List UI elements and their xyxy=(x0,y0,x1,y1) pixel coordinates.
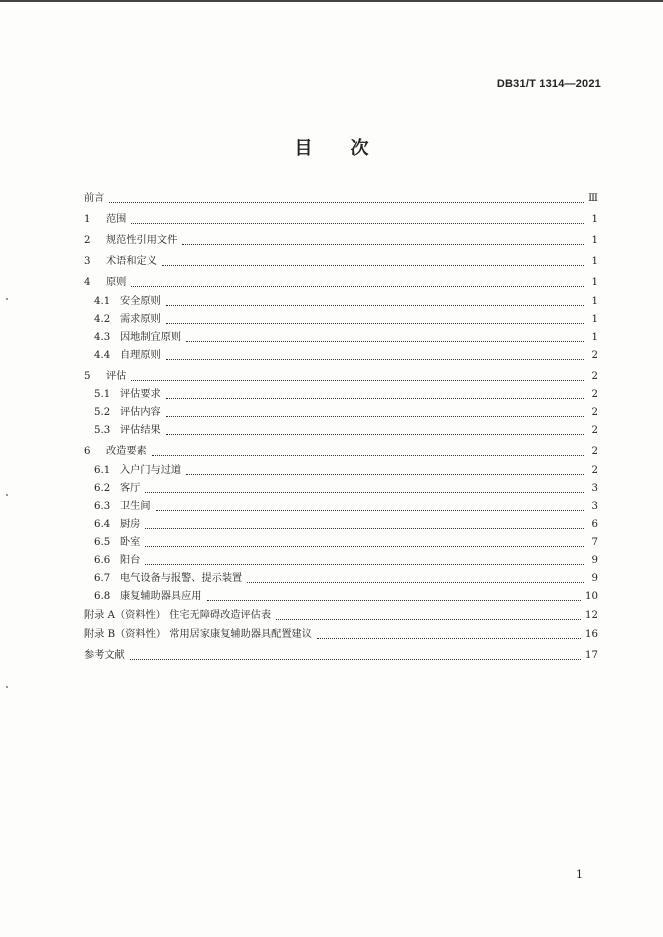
toc-entry[interactable] xyxy=(84,516,598,532)
toc-entry-page: 10 xyxy=(585,591,598,602)
toc-entry-label: 需求原则 xyxy=(120,314,161,325)
toc-entry[interactable] xyxy=(84,329,598,345)
toc-entry[interactable] xyxy=(84,607,598,623)
toc-entry-number: 6.6 xyxy=(94,555,111,566)
dot-leader xyxy=(152,454,584,456)
dot-leader xyxy=(131,222,584,224)
toc-entry[interactable] xyxy=(84,190,598,206)
toc-entry-number: 4.1 xyxy=(94,296,111,307)
toc-entry-label: 电气设备与报警、提示装置 xyxy=(120,573,243,584)
dot-leader xyxy=(130,658,581,660)
toc-entry-label: 前言 xyxy=(84,193,105,204)
toc-title xyxy=(0,134,663,160)
dot-leader xyxy=(131,379,584,381)
dot-leader xyxy=(166,415,584,417)
document-code: DB31/T 1314—2021 xyxy=(496,78,601,90)
toc-entry-label: 范围 xyxy=(106,214,127,225)
toc-entry-number: 6 xyxy=(84,446,91,457)
toc-entry[interactable] xyxy=(84,293,598,309)
toc-entry-number: 6.1 xyxy=(94,465,111,476)
scan-mark xyxy=(6,494,8,496)
toc-entry-page: 2 xyxy=(591,350,598,361)
dot-leader xyxy=(182,243,584,245)
toc-entry-number: 4 xyxy=(84,277,91,288)
toc-entry[interactable] xyxy=(84,498,598,514)
toc-entry[interactable] xyxy=(84,626,598,642)
toc-entry-number: 1 xyxy=(84,214,91,225)
toc-entry-page: 2 xyxy=(591,389,598,400)
toc-entry-page: 1 xyxy=(591,332,598,343)
toc-title-part1: 目 xyxy=(294,138,313,159)
toc-entry-label: 厨房 xyxy=(120,519,141,530)
dot-leader xyxy=(145,527,584,529)
toc-title-part2: 次 xyxy=(350,138,369,159)
toc-entry-page: 1 xyxy=(591,256,598,267)
dot-leader xyxy=(276,618,581,620)
dot-leader xyxy=(131,285,584,287)
toc-entry[interactable] xyxy=(84,552,598,568)
toc-entry-number: 5.2 xyxy=(94,407,111,418)
toc-entry[interactable] xyxy=(84,232,598,248)
scan-mark xyxy=(6,298,8,300)
dot-leader xyxy=(186,340,584,342)
toc-entry[interactable] xyxy=(84,274,598,290)
dot-leader xyxy=(166,397,584,399)
top-rule xyxy=(0,0,663,2)
toc-entry-page: 3 xyxy=(591,483,598,494)
toc-entry-label: 评估要求 xyxy=(120,389,161,400)
toc-entry[interactable] xyxy=(84,253,598,269)
dot-leader xyxy=(186,473,584,475)
toc-entry-page: 12 xyxy=(585,610,598,621)
dot-leader xyxy=(145,545,584,547)
toc-entry-page: 1 xyxy=(591,314,598,325)
toc-entry-label: 卧室 xyxy=(120,537,141,548)
page-number: 1 xyxy=(576,868,583,881)
toc-entry[interactable] xyxy=(84,422,598,438)
toc-entry-label: 自理原则 xyxy=(120,350,161,361)
toc-entry-page: 17 xyxy=(585,650,598,661)
toc-entry-label: 入户门与过道 xyxy=(120,465,182,476)
toc-entry[interactable] xyxy=(84,347,598,363)
toc-entry-label: 因地制宜原则 xyxy=(120,332,182,343)
toc-entry-number: 3 xyxy=(84,256,91,267)
toc-entry-number: 6.7 xyxy=(94,573,111,584)
dot-leader xyxy=(145,563,584,565)
toc-entry-page: 16 xyxy=(585,629,598,640)
dot-leader xyxy=(156,509,584,511)
toc-entry-label: 原则 xyxy=(106,277,127,288)
toc-entry-page: 2 xyxy=(591,425,598,436)
toc-entry-page: Ⅲ xyxy=(588,193,598,204)
toc-entry-page: 1 xyxy=(591,296,598,307)
dot-leader xyxy=(166,304,584,306)
scan-mark xyxy=(6,686,8,688)
toc-entry-label: 评估 xyxy=(106,371,127,382)
toc-entry-number: 5 xyxy=(84,371,91,382)
toc-entry-number: 2 xyxy=(84,235,91,246)
dot-leader xyxy=(207,599,582,601)
dot-leader xyxy=(317,637,581,639)
toc-entry-page: 2 xyxy=(591,446,598,457)
toc-entry-page: 7 xyxy=(591,537,598,548)
dot-leader xyxy=(166,358,584,360)
toc-entry-number: 4.4 xyxy=(94,350,111,361)
toc-entry-number: 4.3 xyxy=(94,332,111,343)
toc-entry-label: 卫生间 xyxy=(120,501,151,512)
toc-entry[interactable] xyxy=(84,368,598,384)
toc-entry[interactable] xyxy=(84,386,598,402)
toc-entry[interactable] xyxy=(84,443,598,459)
toc-entry-number: 6.8 xyxy=(94,591,111,602)
toc-entry[interactable] xyxy=(84,534,598,550)
toc-entry[interactable] xyxy=(84,570,598,586)
toc-entry[interactable] xyxy=(84,462,598,478)
dot-leader xyxy=(145,491,584,493)
toc-entry[interactable] xyxy=(84,588,598,604)
toc-entry[interactable] xyxy=(84,480,598,496)
toc-entry[interactable] xyxy=(84,311,598,327)
toc-entry-label: 附录 B（资料性） 常用居家康复辅助器具配置建议 xyxy=(84,629,312,640)
toc-entry-number: 6.3 xyxy=(94,501,111,512)
toc-entry-label: 客厅 xyxy=(120,483,141,494)
dot-leader xyxy=(166,322,584,324)
dot-leader xyxy=(166,433,584,435)
toc-entry-page: 1 xyxy=(591,214,598,225)
toc-entry-page: 1 xyxy=(591,277,598,288)
toc-entry-number: 6.2 xyxy=(94,483,111,494)
toc-entry[interactable] xyxy=(84,404,598,420)
toc-entry-label: 安全原则 xyxy=(120,296,161,307)
toc-entry-page: 2 xyxy=(591,407,598,418)
toc-entry-label: 改造要素 xyxy=(106,446,147,457)
toc-entry-label: 术语和定义 xyxy=(106,256,157,267)
dot-leader xyxy=(247,581,584,583)
dot-leader xyxy=(109,201,584,203)
toc-entry-page: 2 xyxy=(591,371,598,382)
toc-entry-page: 3 xyxy=(591,501,598,512)
toc-entry-number: 4.2 xyxy=(94,314,111,325)
toc-entry-label: 评估结果 xyxy=(120,425,161,436)
toc-entry-page: 9 xyxy=(591,555,598,566)
toc-entry-page: 2 xyxy=(591,465,598,476)
toc-entry-number: 5.3 xyxy=(94,425,111,436)
toc-entry[interactable] xyxy=(84,647,598,663)
toc-entry-number: 5.1 xyxy=(94,389,111,400)
toc-entry-label: 规范性引用文件 xyxy=(106,235,178,246)
toc-entry-page: 1 xyxy=(591,235,598,246)
toc-entry-number: 6.5 xyxy=(94,537,111,548)
toc-entry-number: 6.4 xyxy=(94,519,111,530)
toc-entry-page: 9 xyxy=(591,573,598,584)
dot-leader xyxy=(162,264,584,266)
toc-entry-label: 评估内容 xyxy=(120,407,161,418)
toc-entry-page: 6 xyxy=(591,519,598,530)
toc-entry-label: 附录 A（资料性） 住宅无障碍改造评估表 xyxy=(84,610,272,621)
toc-entry-label: 阳台 xyxy=(120,555,141,566)
toc-entry-label: 参考文献 xyxy=(84,650,125,661)
toc-entry[interactable] xyxy=(84,211,598,227)
toc-entry-label: 康复辅助器具应用 xyxy=(120,591,202,602)
